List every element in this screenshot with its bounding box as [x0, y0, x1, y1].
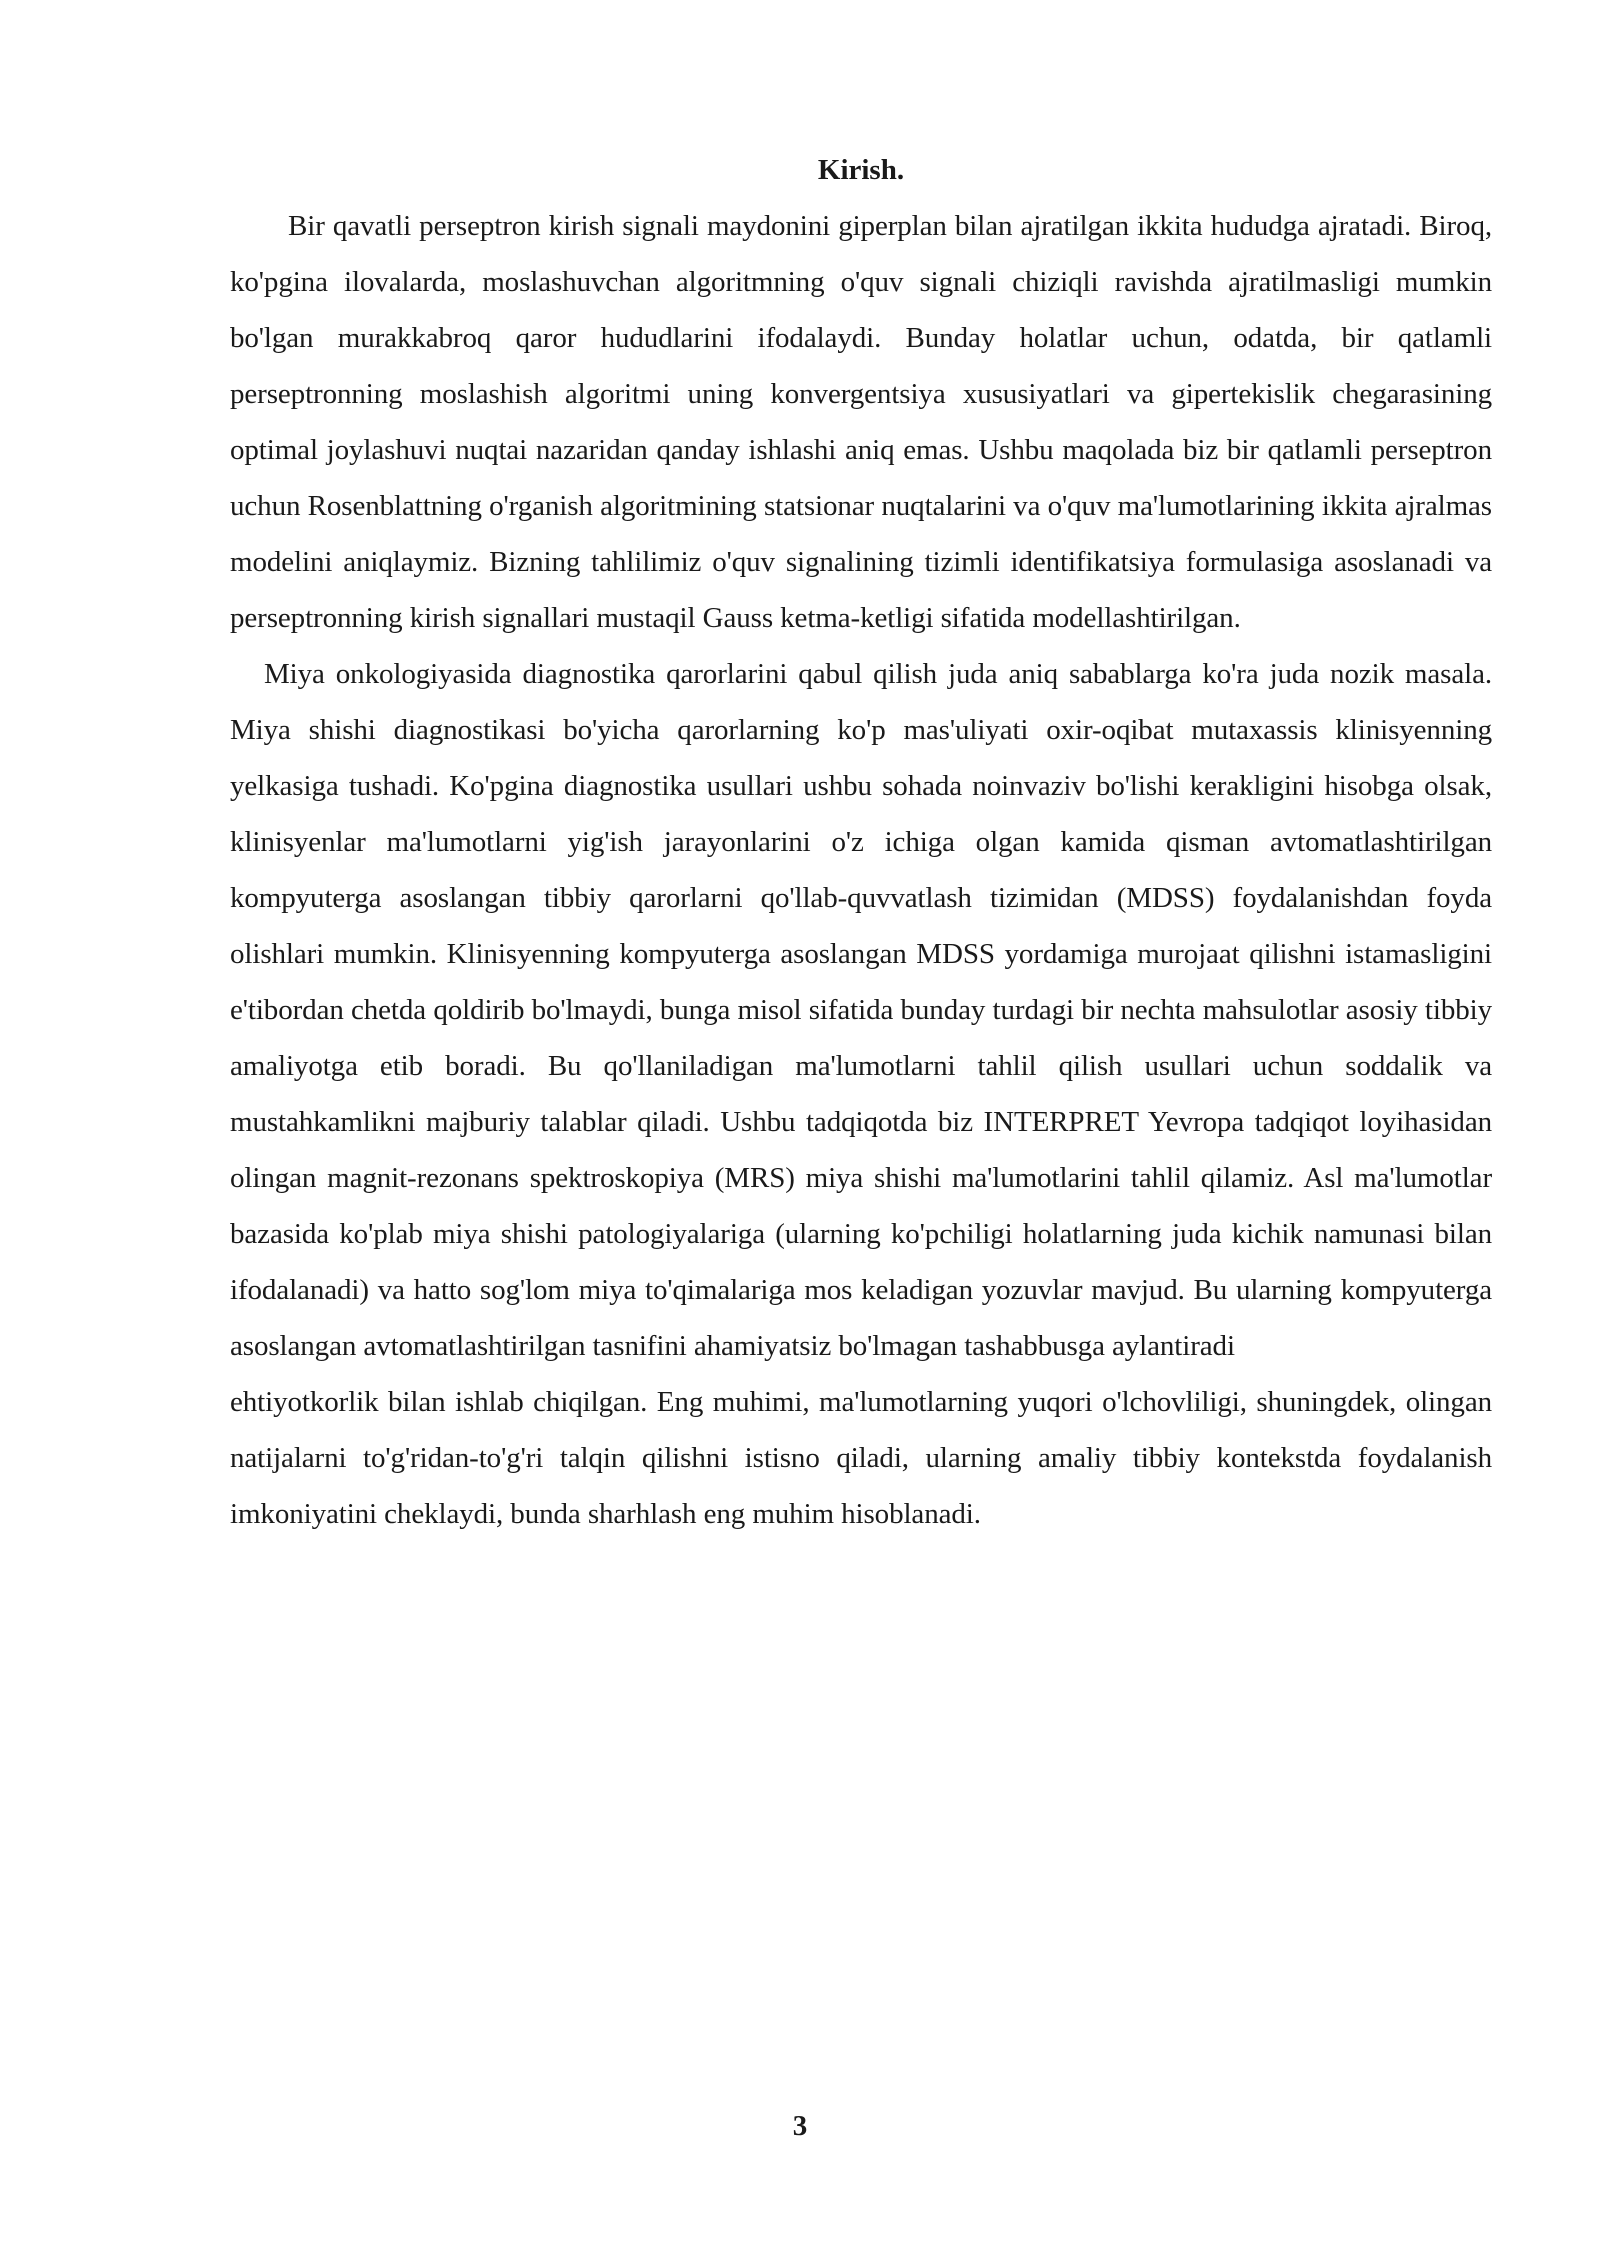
section-heading: Kirish. — [817, 154, 905, 186]
page-content — [230, 150, 1492, 1542]
paragraph-brain-oncology: Miya onkologiyasida diagnostika qarorlarini qabul qilish juda aniq sabablarga ko'ra juda nozik masala. Miya shishi diagnostikasi bo'yicha qarorlarning ko'p mas'uliyati oxir-oqibat mutaxassis klinisyenning yelkasiga tushadi. Ko'pgina diagnostika usullari ushbu sohada noinvaziv bo'lishi kerakligini hisobga olsak, klinisyenlar ma'lumotlarni yig'ish jarayonlarini o'z ichiga olgan kamida qisman avtomatlashtirilgan kompyuterga asoslangan tibbiy qarorlarni qo'llab-quvvatlash tizimidan (MDSS) foydalanishdan foyda olishlari mumkin. Klinisyenning kompyuterga asoslangan MDSS yordamiga murojaat qilishni istamasligini e'tibordan chetda qoldirib bo'lmaydi, bunga misol sifatida bunday turdagi bir nechta mahsulotlar asosiy tibbiy amaliyotga etib boradi. Bu qo'llaniladigan ma'lumotlarni tahlil qilish usullari uchun soddalik va mustahkamlikni majburiy talablar qiladi. Ushbu tadqiqotda biz INTERPRET Yevropa tadqiqot loyihasidan olingan magnit-rezonans spektroskopiya (MRS) miya shishi ma'lumotlarini tahlil qilamiz. Asl ma'lumotlar bazasida ko'plab miya shishi patologiyalariga (ularning ko'pchiligi holatlarning juda kichik namunasi bilan ifodalanadi) va hatto sog'lom miya to'qimalariga mos keladigan yozuvlar mavjud. Bu ularning kompyuterga asoslangan avtomatlashtirilgan tasnifini ahamiyatsiz bo'lmagan tashabbusga aylantiradi — [230, 658, 1492, 1362]
page-number: 3 — [792, 2110, 808, 2142]
paragraph-continuation: ehtiyotkorlik bilan ishlab chiqilgan. Eng muhimi, ma'lumotlarning yuqori o'lchovliligi, shuningdek, olingan natijalarni to'g'ridan-to'g'ri talqin qilishni istisno qiladi, ularning amaliy tibbiy kontekstda foydalanish imkoniyatini cheklaydi, bunda sharhlash eng muhim hisoblanadi. — [230, 1386, 1492, 1530]
paragraph-perceptron: Bir qavatli perseptron kirish signali maydonini giperplan bilan ajratilgan ikkita hududga ajratadi. Biroq, ko'pgina ilovalarda, moslashuvchan algoritmning o'quv signali chiziqli ravishda ajratilmasligi mumkin bo'lgan murakkabroq qaror hududlarini ifodalaydi. Bunday holatlar uchun, odatda, bir qatlamli perseptronning moslashish algoritmi uning konvergentsiya xususiyatlari va gipertekislik chegarasining optimal joylashuvi nuqtai nazaridan qanday ishlashi aniq emas. Ushbu maqolada biz bir qatlamli perseptron uchun Rosenblattning o'rganish algoritmining statsionar nuqtalarini va o'quv ma'lumotlarining ikkita ajralmas modelini aniqlaymiz. Bizning tahlilimiz o'quv signalining tizimli identifikatsiya formulasiga asoslanadi va perseptronning kirish signallari mustaqil Gauss ketma-ketligi sifatida modellashtirilgan. — [230, 210, 1492, 634]
